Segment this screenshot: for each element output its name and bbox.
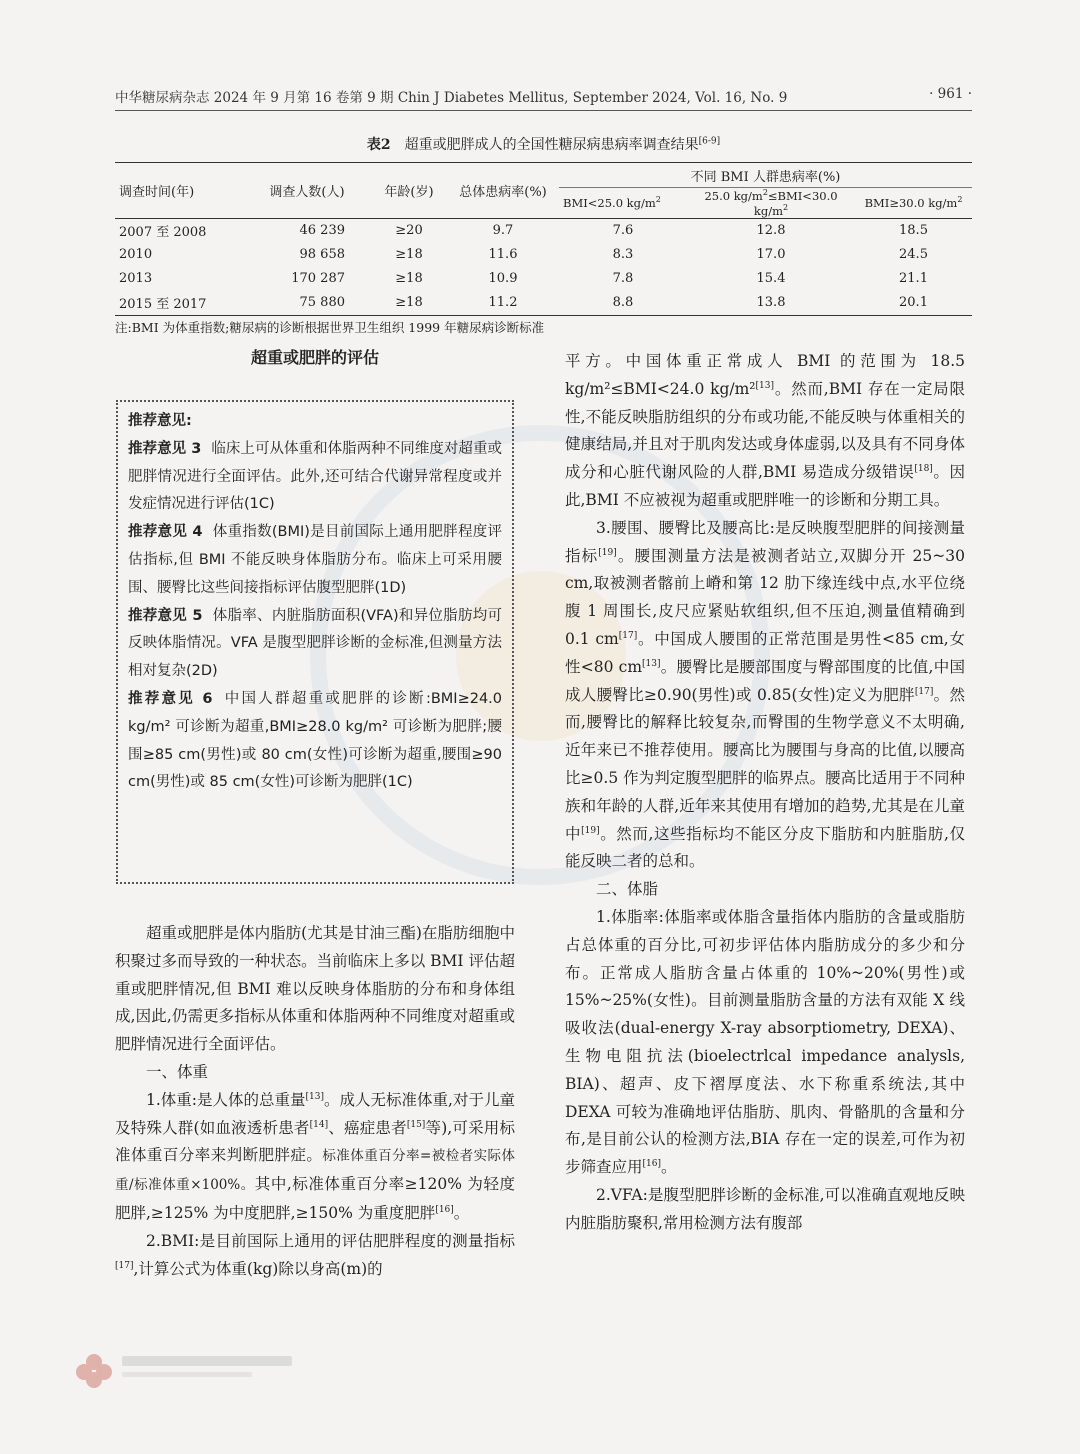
cell-bmi3: 24.5: [899, 247, 928, 263]
subsection-heading: 一、体重: [146, 1062, 209, 1081]
col-group-bmi: 不同 BMI 人群患病率(%): [559, 163, 972, 188]
cell-bmi2: 17.0: [756, 247, 786, 263]
col-overall-rate: 总体患病率(%): [447, 163, 559, 219]
cell-n: 46 239: [299, 223, 345, 239]
cell-bmi2: 12.8: [756, 223, 786, 239]
recommendation-item: 推荐意见 3 临床上可从体重和体脂两种不同维度对超重或肥胖情况进行全面评估。此外,还可结合代谢异常程度或并发症情况进行评估(1C): [128, 440, 502, 513]
cell-bmi1: 7.6: [612, 223, 634, 239]
cell-overall: 10.9: [488, 271, 518, 287]
table-name: 超重或肥胖成人的全国性糖尿病患病率调查结果: [404, 137, 699, 153]
cell-bmi2: 15.4: [756, 271, 786, 287]
table-note: 注:BMI 为体重指数;糖尿病的诊断根据世界卫生组织 1999 年糖尿病诊断标准: [115, 320, 545, 335]
body-paragraph: 3.腰围、腰臀比及腰高比:是反映腹型肥胖的间接测量指标[19]。腰围测量方法是被测者站立,双脚分开 25~30 cm,取被测者髂前上嵴和第 12 肋下缘连线中点,水平位绕腹 1 周围长,皮尺应紧贴软组织,但不压迫,测量值精确到 0.1 cm[17]。中国成人腰围的正常范围是男性<85 cm,女性<80 cm[13]。腰臀比是腰部围度与臀部围度的比值,中国成人腰臀比≥0.90(男性)或 0.85(女性)定义为肥胖[17]。然而,腰臀比的解释比较复杂,而臀围的生物学意义不太明确,近年来已不推荐使用。腰高比为腰围与身高的比值,以腰高比≥0.5 作为判定腹型肥胖的临界点。腰高比适用于不同种族和年龄的人群,近年来其使用有增加的趋势,尤其是在儿童中[19]。然而,这些指标均不能区分皮下脂肪和内脏脂肪,仅能反映二者的总和。: [565, 518, 965, 871]
right-column-body: [565, 348, 965, 1238]
col-bmi-lt25: BMI<25.0 $kg/m^2$: [559, 188, 687, 219]
cell-year: 2015 至 2017: [119, 297, 207, 313]
cell-n: 98 658: [299, 247, 345, 263]
journal-citation: 中华糖尿病杂志 2024 年 9 月第 16 卷第 9 期 Chin J Diabetes Mellitus, September 2024, Vol. 16, No. 9: [115, 90, 788, 106]
table-title-ref: [6-9]: [698, 136, 721, 147]
cell-bmi3: 18.5: [899, 223, 928, 239]
cell-age: ≥20: [395, 223, 423, 239]
table-row: [115, 291, 972, 316]
section-title: 超重或肥胖的评估: [250, 348, 379, 367]
left-column-body: [115, 920, 515, 1283]
running-header: [115, 86, 972, 111]
col-participants: 调查人数(人): [243, 163, 371, 219]
cell-bmi2: 13.8: [756, 295, 786, 311]
cell-year: 2007 至 2008: [119, 225, 207, 241]
col-age: 年龄(岁): [371, 163, 447, 219]
cell-age: ≥18: [395, 295, 423, 311]
cell-bmi3: 20.1: [899, 295, 928, 311]
col-bmi-25-30: 25.0 $kg/m^2\le BMI<30.0$ $kg/m^2$: [687, 188, 855, 219]
table-title: [115, 134, 972, 154]
cell-age: ≥18: [395, 271, 423, 287]
cell-year: 2010: [119, 247, 153, 263]
page-number: · 961 ·: [929, 86, 972, 102]
body-paragraph: 1.体脂率:体脂率或体脂含量指体内脂肪的含量或脂肪占总体重的百分比,可初步评估体内脂肪成分的多少和分布。正常成人脂肪含量占体重的 10%~20%(男性)或 15%~25%(女性)。目前测量脂肪含量的方法有双能 X 线吸收法(dual-energy X-ray absorptiometry, DEXA)、生物电阻抗法(bioelectrlcal impedance analysls, BIA)、超声、皮下褶厚度法、水下称重系统法,其中 DEXA 可较为准确地评估脂肪、肌肉、骨骼肌的含量和分布,是目前公认的检测方法,BIA 存在一定的误差,可作为初步筛查应用[16]。: [565, 907, 965, 1177]
table-number: 表2: [366, 137, 391, 153]
cell-bmi3: 21.1: [899, 271, 928, 287]
table-row: [115, 267, 972, 291]
subsection-heading: 二、体脂: [596, 880, 659, 899]
cell-n: 170 287: [291, 271, 345, 287]
recommendation-item: 推荐意见 5 体脂率、内脏脂肪面积(VFA)和异位脂肪均可反映体脂情况。VFA 是腹型肥胖诊断的金标准,但测量方法相对复杂(2D): [128, 607, 502, 680]
cell-overall: 11.2: [488, 295, 518, 311]
diabetes-prevalence-table: [115, 162, 972, 316]
col-bmi-ge30: BMI≥30.0 $kg/m^2$: [855, 188, 972, 219]
body-paragraph: 2.VFA:是腹型肥胖诊断的金标准,可以准确直观地反映内脏脂肪聚积,常用检测方法有腹部: [565, 1185, 965, 1232]
table-row: [115, 218, 972, 243]
recommendation-item: 推荐意见 6 中国人群超重或肥胖的诊断:BMI≥24.0 kg/m² 可诊断为超重,BMI≥28.0 kg/m² 可诊断为肥胖;腰围≥85 cm(男性)或 80 cm(女性)可诊断为超重,腰围≥90 cm(男性)或 85 cm(女性)可诊断为肥胖(1C): [128, 690, 503, 791]
cell-overall: 9.7: [492, 223, 514, 239]
col-survey-time: 调查时间(年): [115, 163, 243, 219]
cell-bmi1: 7.8: [612, 271, 634, 287]
recommendation-heading: 推荐意见:: [128, 413, 192, 429]
publisher-logo-icon: [72, 1348, 116, 1392]
recommendation-box: [116, 400, 514, 884]
cell-bmi1: 8.8: [612, 295, 634, 311]
body-paragraph: 2.BMI:是目前国际上通用的评估肥胖程度的测量指标[17],计算公式为体重(kg)除以身高(m)的: [115, 1231, 515, 1278]
body-paragraph: 1.体重:是人体的总重量[13]。成人无标准体重,对于儿童及特殊人群(如血液透析患者[14]、癌症患者[15]等),可采用标准体重百分率来判断肥胖症。标准体重百分率=被检者实际体重/标准体重×100%。其中,标准体重百分率≥120% 为轻度肥胖,≥125% 为中度肥胖,≥150% 为重度肥胖[16]。: [115, 1090, 515, 1222]
cell-bmi1: 8.3: [612, 247, 634, 263]
body-paragraph: 超重或肥胖是体内脂肪(尤其是甘油三酯)在脂肪细胞中积聚过多而导致的一种状态。当前临床上多以 BMI 评估超重或肥胖情况,但 BMI 难以反映身体脂肪的分布和身体组成,因此,仍需更多指标从体重和体脂两种不同维度对超重或肥胖情况进行全面评估。: [115, 924, 515, 1054]
cell-year: 2013: [119, 271, 153, 287]
table-row: [115, 243, 972, 267]
cell-overall: 11.6: [488, 247, 518, 263]
recommendation-item: 推荐意见 4 体重指数(BMI)是目前国际上通用肥胖程度评估指标,但 BMI 不能反映身体脂肪分布。临床上可采用腰围、腰臀比这些间接指标评估腹型肥胖(1D): [128, 524, 503, 596]
cell-age: ≥18: [395, 247, 423, 263]
publisher-wordmark-icon: [122, 1352, 302, 1382]
cell-n: 75 880: [299, 295, 345, 311]
body-paragraph: 平方。中国体重正常成人 BMI 的范围为 18.5 kg/m²≤BMI<24.0 kg/m²[13]。然而,BMI 存在一定局限性,不能反映脂肪组织的分布或功能,不能反映与体重相关的健康结局,并且对于肌肉发达或身体虚弱,以及具有不同身体成分和心脏代谢风险的人群,BMI 易造成分级错误[18]。因此,BMI 不应被视为超重或肥胖唯一的诊断和分期工具。: [565, 352, 965, 509]
